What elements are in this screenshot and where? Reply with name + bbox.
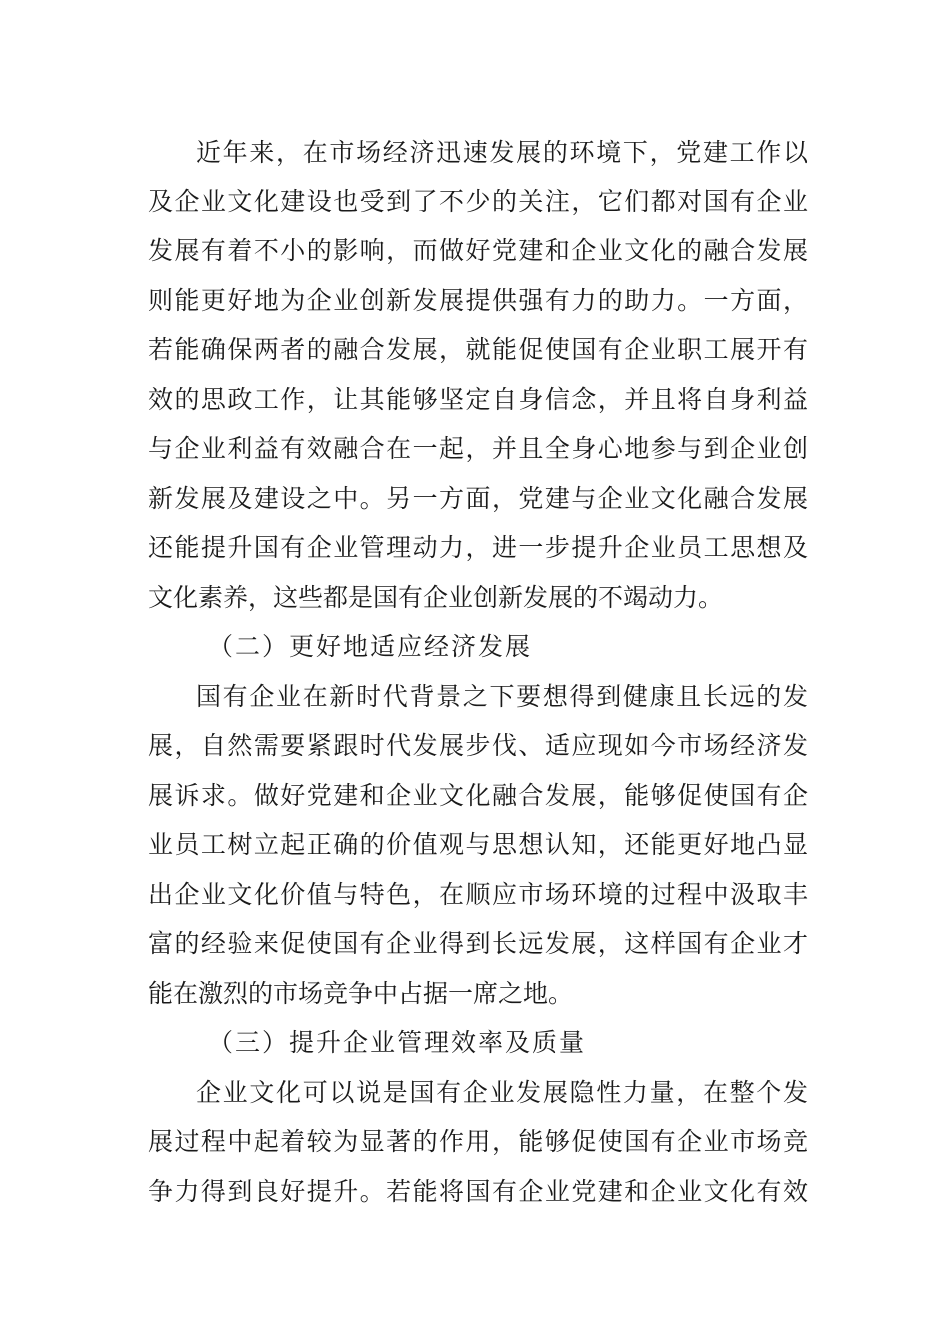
paragraph-2-line-2: 展，自然需要紧跟时代发展步伐、适应现如今市场经济发 <box>148 731 808 760</box>
paragraph-3-line-3: 争力得到良好提升。若能将国有企业党建和企业文化有效 <box>148 1177 808 1206</box>
paragraph-3-line-1: 企业文化可以说是国有企业发展隐性力量，在整个发 <box>196 1078 808 1107</box>
paragraph-2-line-7: 能在激烈的市场竞争中占据一席之地。 <box>148 979 574 1008</box>
paragraph-2-line-1: 国有企业在新时代背景之下要想得到健康且长远的发 <box>196 682 808 711</box>
paragraph-1-line-3: 发展有着不小的影响，而做好党建和企业文化的融合发展 <box>148 236 808 265</box>
paragraph-1-line-8: 新发展及建设之中。另一方面，党建与企业文化融合发展 <box>148 484 808 513</box>
paragraph-1-line-5: 若能确保两者的融合发展，就能促使国有企业职工展开有 <box>148 335 808 364</box>
section-heading-2: （二）更好地适应经济发展 <box>208 632 533 661</box>
paragraph-1-line-9: 还能提升国有企业管理动力，进一步提升企业员工思想及 <box>148 533 808 562</box>
paragraph-1-line-6: 效的思政工作，让其能够坚定自身信念，并且将自身利益 <box>148 385 808 414</box>
paragraph-2-line-5: 出企业文化价值与特色，在顺应市场环境的过程中汲取丰 <box>148 880 808 909</box>
paragraph-1-line-10: 文化素养，这些都是国有企业创新发展的不竭动力。 <box>148 583 724 612</box>
paragraph-1-line-7: 与企业利益有效融合在一起，并且全身心地参与到企业创 <box>148 434 808 463</box>
section-heading-3: （三）提升企业管理效率及质量 <box>208 1028 587 1057</box>
paragraph-2-line-3: 展诉求。做好党建和企业文化融合发展，能够促使国有企 <box>148 781 808 810</box>
paragraph-1-line-4: 则能更好地为企业创新发展提供强有力的助力。一方面， <box>148 286 808 315</box>
paragraph-1-line-2: 及企业文化建设也受到了不少的关注，它们都对国有企业 <box>148 187 808 216</box>
paragraph-1-line-1: 近年来，在市场经济迅速发展的环境下，党建工作以 <box>196 138 808 167</box>
paragraph-2-line-6: 富的经验来促使国有企业得到长远发展，这样国有企业才 <box>148 929 808 958</box>
paragraph-2-line-4: 业员工树立起正确的价值观与思想认知，还能更好地凸显 <box>148 830 808 859</box>
paragraph-3-line-2: 展过程中起着较为显著的作用，能够促使国有企业市场竞 <box>148 1127 808 1156</box>
